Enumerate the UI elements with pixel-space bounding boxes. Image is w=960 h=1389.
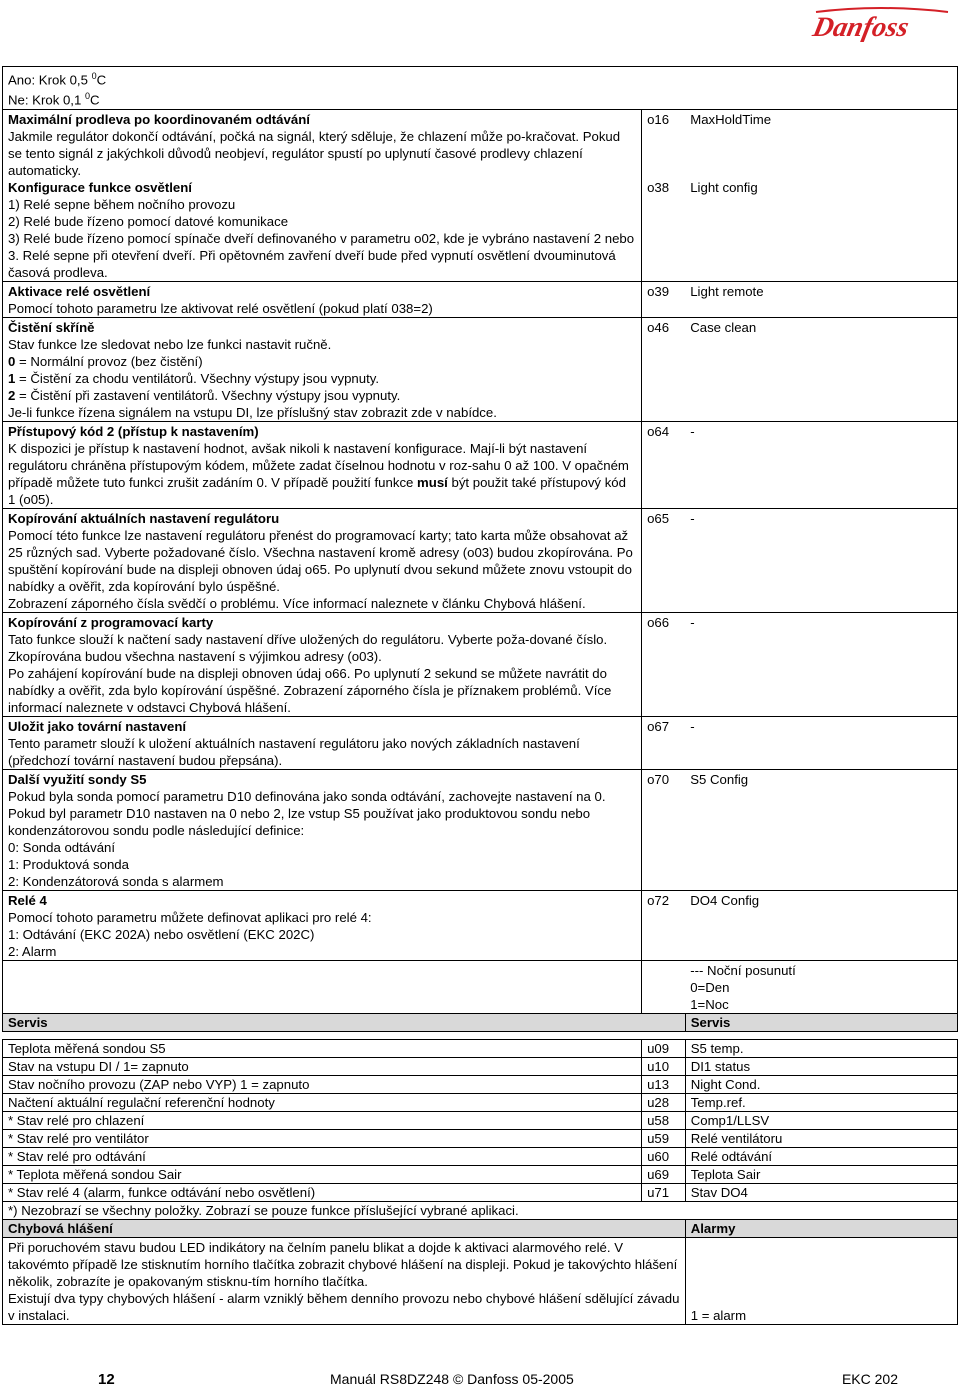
alarm-header-row: Chybová hlášení Alarmy	[3, 1220, 958, 1238]
service-row	[3, 1112, 958, 1130]
table-row: Kopírování aktuálních nastavení regulátoru Pomocí této funkce lze nastavení regulátoru přenést do programovací karty; tato karta může obsahovat až 25 různých sad. Vyberte požadované číslo. Všechna nastavení kromě adresy (o03) budou zkopírována. Po spuštění kopírování bude na displeji obnoven údaj o65. Po uplynutí dvou sekund můžete znovu vstoupit do nabídky a ověřit, zda kopírování bylo úspěšné. Zobrazení záporného čísla svědčí o problému. Více informací naleznete v článku Chybová hlášení. o65 -	[3, 508, 958, 612]
table-row: Při poruchovém stavu budou LED indikátory na čelním panelu blikat a dojde k aktivaci alarmového relé. V takovémto případě lze stisknutím horního tlačítka zobrazit chybové hlášení na displeji. Pokud je takovýchto hlášení několik, zobrazíte je opakovaným stisknu-tím horního tlačítka. Existují dva typy chybových hlášení - alarm vzniklý během denního provozu nebo chybové hlášení sdělující závadu v instalaci. 1 = alarm	[3, 1238, 958, 1325]
param-title: Konfigurace funkce osvětlení	[8, 179, 192, 195]
service-desc: Stav nočního provozu (ZAP nebo VYP) 1 = zapnuto	[3, 1076, 642, 1094]
service-desc: Teplota měřená sondou S5	[3, 1040, 642, 1058]
service-row	[3, 1184, 958, 1202]
manual-reference: Manuál RS8DZ248 © Danfoss 05-2005	[330, 1371, 574, 1387]
page-number: 12	[98, 1371, 115, 1388]
service-row	[3, 1166, 958, 1184]
service-name: S5 temp.	[685, 1040, 957, 1058]
service-code: u09	[642, 1040, 686, 1058]
logo-text: Danfoss	[810, 12, 912, 43]
page-footer	[0, 1371, 960, 1389]
table-row: Čistění skříně Stav funkce lze sledovat nebo lze funkci nastavit ručně. 0 = Normální provoz (bez čistění) 1 = Čistění za chodu ventilátorů. Všechny výstupy jsou vypnuty. 2 = Čistění při zastavení ventilátorů. Všechny výstupy jsou vypnuty. Je-li funkce řízena signálem na vstupu DI, lze příslušný stav zobrazit zde v nabídce. o46 Case clean	[3, 317, 958, 421]
table-row: Uložit jako tovární nastavení Tento parametr slouží k uložení aktuálních nastavení regulátoru jako nových základních nastavení (předchozí tovární nastavení budou přepsána). o67 -	[3, 716, 958, 769]
table-row: Další využití sondy S5 Pokud byla sonda pomocí parametru D10 definována jako sonda odtávání, zachovejte nastavení na 0. Pokud byl parametr D10 nastaven na 0 nebo 2, lze vstup S5 používat jako produktovou sondu nebo kondenzátorovou sondu podle následující definice: 0: Sonda odtávání 1: Produktová sonda 2: Kondenzátorová sonda s alarmem o70 S5 Config	[3, 769, 958, 890]
table-row: Relé 4 Pomocí tohoto parametru můžete definovat aplikaci pro relé 4: 1: Odtávání (EKC 202A) nebo osvětlení (EKC 202C) 2: Alarm o72 DO4 Config	[3, 890, 958, 960]
danfoss-logo	[808, 6, 952, 44]
table-row: Maximální prodleva po koordinovaném odtávání Jakmile regulátor dokončí odtávání, počká na signál, který sděluje, že chlazení může po-kračovat. Pokud se tento signál z jakýchkoli důvodů neobjeví, regulátor spustí po uplynutí časové prodlevy chlazení automaticky. Konfigurace funkce osvětlení 1) Relé sepne během nočního provozu 2) Relé bude řízeno pomocí datové komunikace 3) Relé bude řízeno pomocí spínače dveří definovaného v parametru o02, kde je vybráno nastavení 2 nebo 3. Relé sepne při otevření dveří. Při opětovném zavření dveří bude před vypnutí osvětlení dvouminutová časová prodleva. o16 o38 MaxHoldTime Light config	[3, 109, 958, 281]
service-name: Teplota Sair	[685, 1166, 957, 1184]
service-name: DI1 status	[685, 1058, 957, 1076]
service-name: Comp1/LLSV	[685, 1112, 957, 1130]
service-code: u59	[642, 1130, 686, 1148]
parameter-table	[2, 66, 958, 1032]
table-row: Aktivace relé osvětlení Pomocí tohoto parametru lze aktivovat relé osvětlení (pokud platí 038=2) o39 Light remote	[3, 281, 958, 317]
param-title: Maximální prodleva po koordinovaném odtávání	[8, 111, 310, 127]
service-row	[3, 1058, 958, 1076]
service-row	[3, 1094, 958, 1112]
service-header-row: Servis Servis	[3, 1013, 958, 1031]
service-code: u28	[642, 1094, 686, 1112]
service-name: Relé ventilátoru	[685, 1130, 957, 1148]
table-row: Přístupový kód 2 (přístup k nastavením) K dispozici je přístup k nastavení hodnot, avšak nikoli k nastavení konfigurace. Mají-li být nastavení regulátoru chráněna přístupovým kódem, můžete zadat číselnou hodnotu v roz-sahu 0 až 100. V opačném případě můžete tuto funkci zrušit zadáním 0. V případě použití funkce musí být použit také přístupový kód 1 (o05). o64 -	[3, 421, 958, 508]
service-row	[3, 1076, 958, 1094]
service-desc: * Stav relé 4 (alarm, funkce odtávání nebo osvětlení)	[3, 1184, 642, 1202]
service-name: Stav DO4	[685, 1184, 957, 1202]
service-desc: * Teplota měřená sondou Sair	[3, 1166, 642, 1184]
note-row: *) Nezobrazí se všechny položky. Zobrazí se pouze funkce příslušející vybrané aplikaci.	[3, 1202, 958, 1220]
service-desc: * Stav relé pro odtávání	[3, 1148, 642, 1166]
service-row	[3, 1130, 958, 1148]
service-desc: * Stav relé pro ventilátor	[3, 1130, 642, 1148]
service-code: u58	[642, 1112, 686, 1130]
service-code: u60	[642, 1148, 686, 1166]
service-code: u10	[642, 1058, 686, 1076]
service-code: u71	[642, 1184, 686, 1202]
service-row	[3, 1148, 958, 1166]
service-desc: Stav na vstupu DI / 1= zapnuto	[3, 1058, 642, 1076]
table-row: --- Noční posunutí 0=Den 1=Noc	[3, 960, 958, 1013]
table-row: Kopírování z programovací karty Tato funkce slouží k načtení sady nastavení dříve uložených do regulátoru. Vyberte poža-dované číslo. Zkopírována budou všechna nastavení s výjimkou adresy (o03). Po zahájení kopírování bude na displeji obnoven údaj o66. Po uplynutí 2 sekund se můžete navrátit do nabídky a ověřit, zda bylo kopírování úspěšné. Zobrazení záporného čísla je příznakem problémů. Více informací naleznete v odstavci Chybová hlášení. o66 -	[3, 612, 958, 716]
service-table	[2, 1039, 958, 1325]
service-code: u69	[642, 1166, 686, 1184]
service-row	[3, 1040, 958, 1058]
table-row: Ano: Krok 0,5 $^0$C Ne: Krok 0,1 $^0$C	[3, 67, 958, 110]
service-desc: Načtení aktuální regulační referenční hodnoty	[3, 1094, 642, 1112]
service-name: Temp.ref.	[685, 1094, 957, 1112]
product-name: EKC 202	[841, 1371, 898, 1387]
service-desc: * Stav relé pro chlazení	[3, 1112, 642, 1130]
service-name: Relé odtávání	[685, 1148, 957, 1166]
service-name: Night Cond.	[685, 1076, 957, 1094]
service-code: u13	[642, 1076, 686, 1094]
